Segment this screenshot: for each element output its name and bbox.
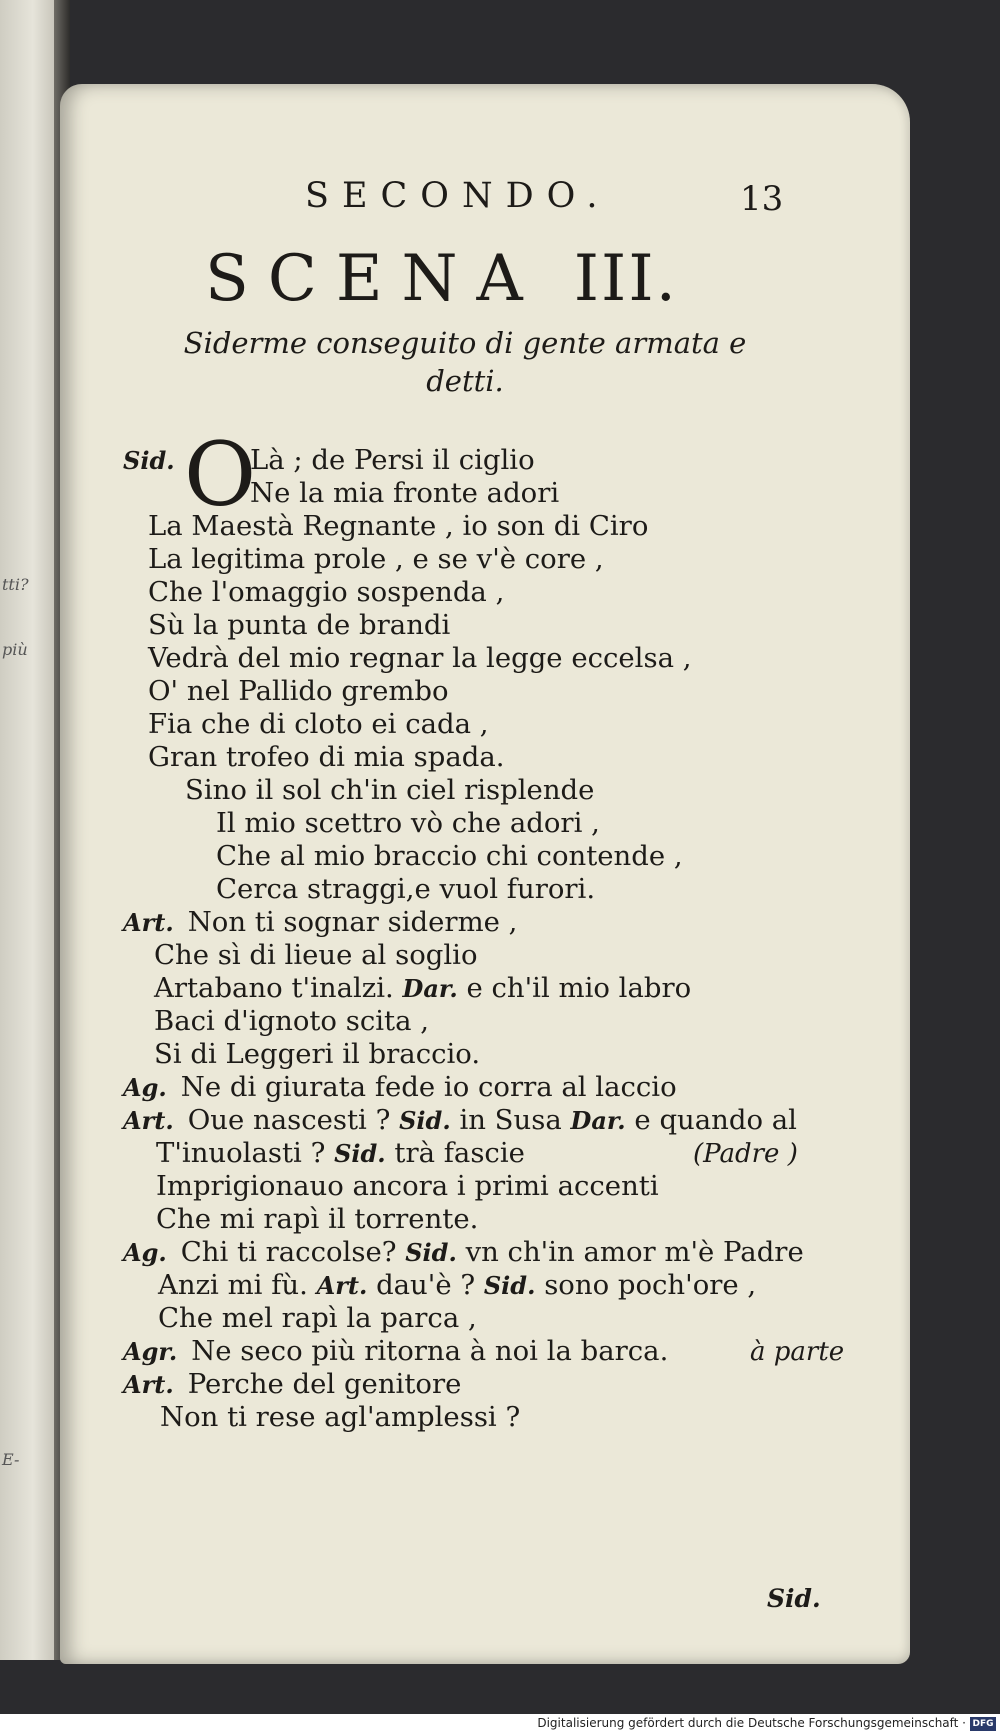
verse-text: Non ti rese agl'amplessi ? — [160, 1401, 521, 1433]
verse-line — [148, 510, 648, 542]
verse-text: Che al mio braccio chi contende , — [216, 840, 683, 872]
verse-text: sono poch'ore , — [544, 1269, 757, 1301]
verse-text: T'inuolasti ? — [156, 1137, 326, 1169]
verse-line — [148, 576, 504, 608]
running-head: SECONDO. — [305, 176, 611, 216]
verse-text: Il mio scettro vò che adori , — [216, 807, 600, 839]
scene-number: III. — [573, 242, 678, 316]
verse-text: Gran trofeo di mia spada. — [148, 741, 505, 773]
verse-text: Ne seco più ritorna à noi la barca. — [191, 1335, 669, 1367]
speaker-label: Art. — [123, 908, 174, 937]
speaker-label: Art. — [123, 1106, 174, 1135]
verse-text: Artabano t'inalzi. — [154, 972, 394, 1004]
verse-line — [148, 675, 449, 707]
verse-text: Non ti sognar siderme , — [187, 906, 518, 938]
speaker-label: Art. — [123, 1370, 174, 1399]
speaker-label: Ag. — [123, 1238, 167, 1267]
verse-line — [156, 1170, 659, 1202]
verse-line — [216, 873, 595, 905]
verse-line — [123, 1368, 461, 1401]
verse-text: Perche del genitore — [187, 1368, 462, 1400]
verse-line — [158, 1302, 477, 1334]
catchword: Sid. — [767, 1584, 821, 1613]
verse-text: Fia che di cloto ei cada , — [148, 708, 489, 740]
verse-line — [123, 444, 189, 477]
page-number: 13 — [740, 179, 784, 219]
verse-text: La Maestà Regnante , io son di Ciro — [148, 510, 649, 542]
scene-subtitle: Siderme conseguito di gente armata e detti. — [183, 326, 747, 398]
verse-text: Baci d'ignoto scita , — [154, 1005, 429, 1037]
verse-line — [154, 1038, 480, 1070]
speaker-label: Dar. — [570, 1106, 626, 1135]
margin-note-padre: (Padre ) — [693, 1139, 798, 1169]
verse-line — [148, 741, 504, 773]
verse-text: in Susa — [459, 1104, 562, 1136]
verse-line — [154, 972, 691, 1005]
verse-text: Che mel rapì la parca , — [158, 1302, 477, 1334]
verse-text: Che sì di lieue al soglio — [154, 939, 478, 971]
speaker-label: Ag. — [123, 1073, 167, 1102]
verse-line — [148, 708, 488, 740]
speaker-label: Sid. — [123, 446, 175, 475]
verse-text: Anzi mi fù. — [158, 1269, 308, 1301]
verse-text: dau'è ? — [376, 1269, 476, 1301]
verse-text: Si di Leggeri il braccio. — [154, 1038, 481, 1070]
previous-page-fragment: tti? — [2, 575, 29, 594]
speaker-label: Sid. — [334, 1139, 386, 1168]
verse-line — [123, 1071, 677, 1104]
verse-line — [156, 1137, 525, 1170]
verse-line — [123, 906, 517, 939]
verse-text: Ne di giurata fede io corra al laccio — [180, 1071, 677, 1103]
verse-text: trà fascie — [394, 1137, 525, 1169]
speaker-label: Sid. — [405, 1238, 457, 1267]
verse-text: Che l'omaggio sospenda , — [148, 576, 505, 608]
verse-line — [123, 1236, 804, 1269]
verse-line — [154, 939, 478, 971]
verse-text: e quando al — [634, 1104, 797, 1136]
verse-line — [160, 1401, 520, 1433]
speaker-label: Agr. — [123, 1337, 178, 1366]
verse-text: Cerca straggi,e vuol furori. — [216, 873, 596, 905]
verse-text: Oue nascesti ? — [187, 1104, 391, 1136]
verse-line — [148, 543, 604, 575]
verse-text: Là ; de Persi il ciglio — [250, 444, 535, 476]
verse-line — [158, 1269, 756, 1302]
verse-text: Sino il sol ch'in ciel risplende — [185, 774, 595, 806]
verse-line — [123, 1104, 797, 1137]
speaker-label: Dar. — [402, 974, 458, 1003]
verse-line — [250, 444, 535, 476]
verse-text: La legitima prole , e se v'è core , — [148, 543, 604, 575]
verse-line — [123, 1335, 668, 1368]
speaker-label: Art. — [316, 1271, 368, 1300]
footer-credit: Digitalisierung gefördert durch die Deutsche Forschungsgemeinschaft · — [537, 1716, 966, 1730]
verse-line — [148, 642, 691, 674]
dfg-logo: DFG — [970, 1717, 996, 1731]
previous-page-fragment: E- — [2, 1450, 20, 1469]
verse-line — [156, 1203, 478, 1235]
previous-page-fragment: più — [2, 640, 28, 659]
verse-text: Vedrà del mio regnar la legge eccelsa , — [148, 642, 692, 674]
scene-title — [205, 242, 678, 316]
scene-word: SCENA — [205, 242, 542, 316]
drop-cap: O — [184, 423, 257, 526]
verse-text: Sù la punta de brandi — [148, 609, 451, 641]
verse-line — [154, 1005, 429, 1037]
verse-text: Imprigionauo ancora i primi accenti — [156, 1170, 659, 1202]
verse-line — [250, 477, 559, 509]
verse-text: e ch'il mio labro — [466, 972, 692, 1004]
verse-text: vn ch'in amor m'è Padre — [465, 1236, 804, 1268]
speaker-label: Sid. — [399, 1106, 451, 1135]
margin-note-aparte: à parte — [750, 1337, 845, 1367]
verse-text: Che mi rapì il torrente. — [156, 1203, 479, 1235]
verse-text: O' nel Pallido grembo — [148, 675, 449, 707]
verse-line — [185, 774, 594, 806]
verse-line — [216, 840, 683, 872]
verse-text: Ne la mia fronte adori — [250, 477, 560, 509]
verse-line — [148, 609, 450, 641]
footer-bar — [0, 1714, 1000, 1734]
book-page — [60, 84, 910, 1664]
speaker-label: Sid. — [483, 1271, 536, 1300]
verse-text: Chi ti raccolse? — [180, 1236, 397, 1268]
verse-line — [216, 807, 600, 839]
